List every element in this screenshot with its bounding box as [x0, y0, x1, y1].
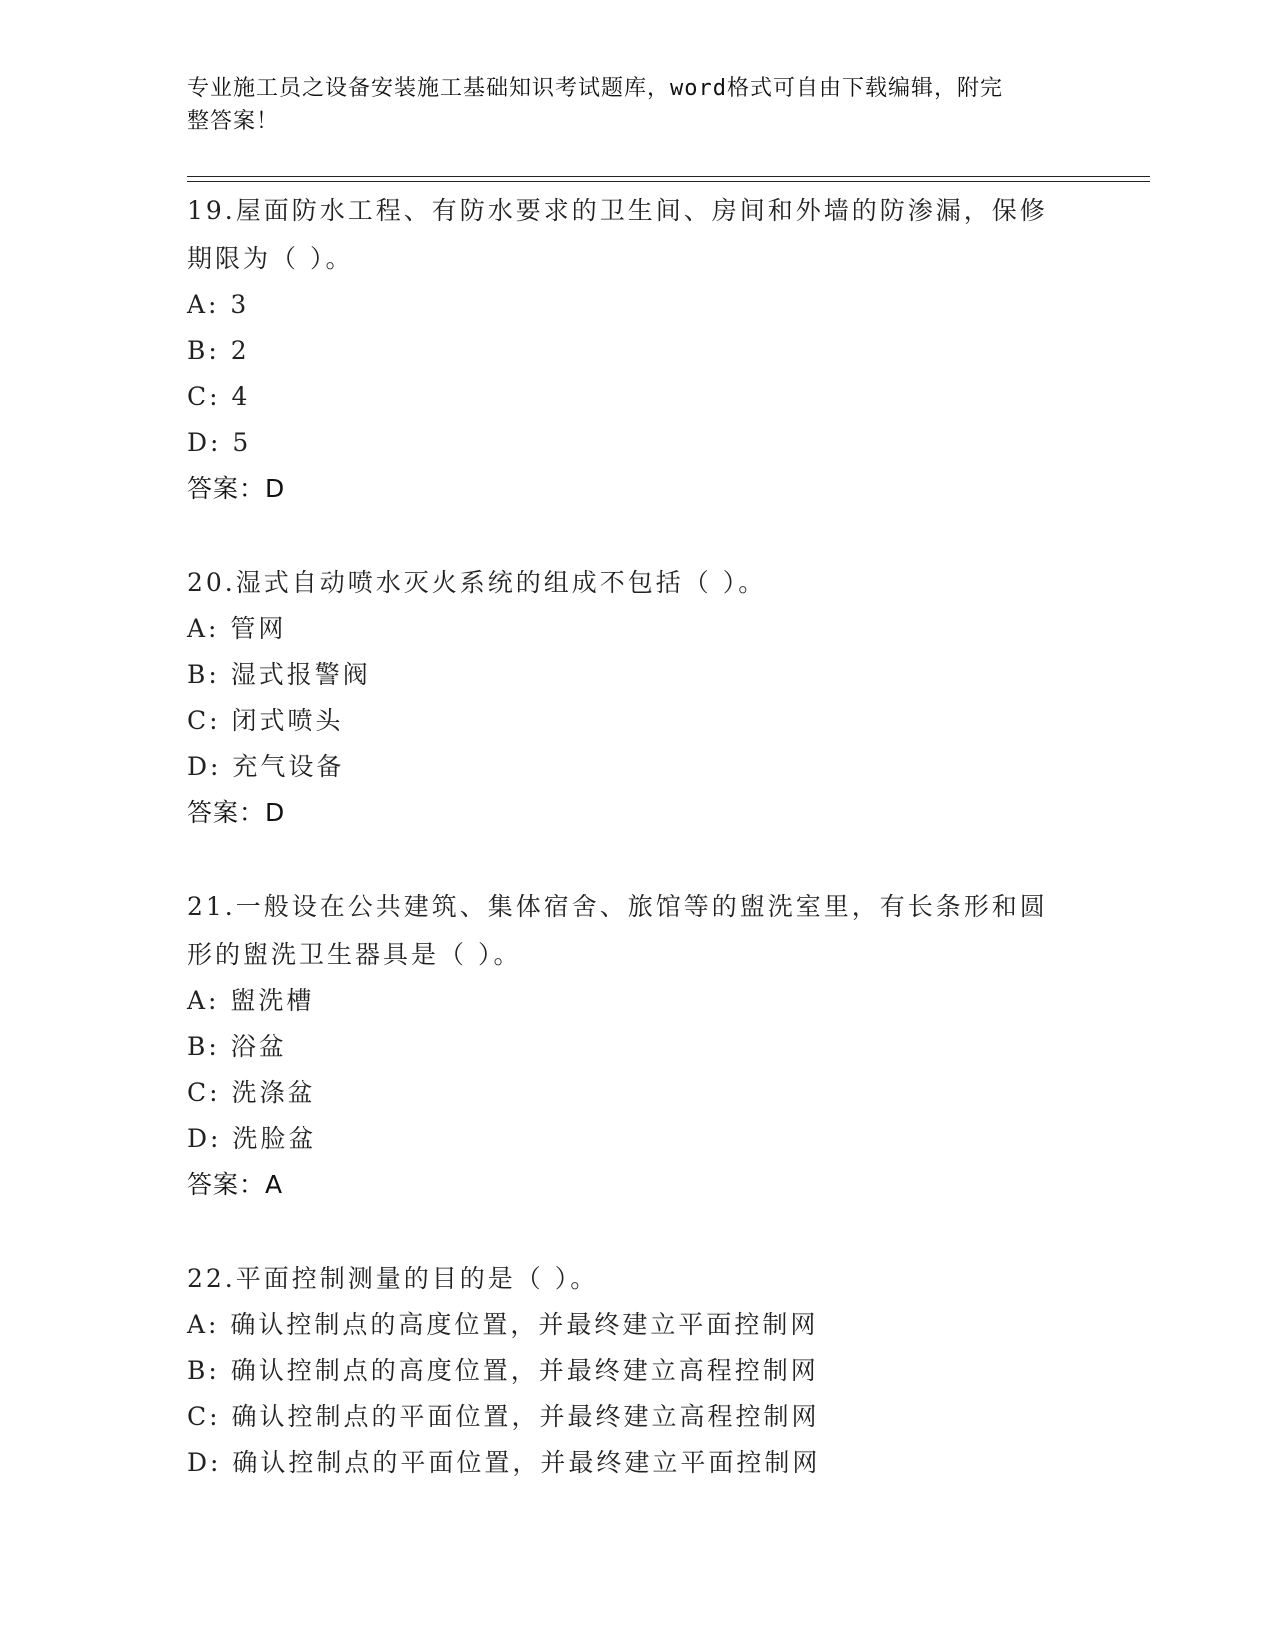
option-a: A: 确认控制点的高度位置，并最终建立平面控制网 [187, 1310, 819, 1339]
option-d: D: 洗脸盆 [187, 1124, 317, 1153]
question-19 [187, 186, 1087, 512]
question-list [187, 186, 1087, 1486]
header-line-2: 整答案！ [187, 109, 280, 134]
document-header [187, 72, 1067, 138]
option-b: B: 湿式报警阀 [187, 660, 371, 689]
option-d: D: 充气设备 [187, 752, 345, 781]
question-stem: 19.屋面防水工程、有防水要求的卫生间、房间和外墙的防渗漏，保修 [187, 196, 1048, 225]
option-c: C: 洗涤盆 [187, 1078, 316, 1107]
spacer [187, 512, 1087, 558]
question-22 [187, 1254, 1087, 1486]
answer: 答案：D [187, 474, 286, 503]
option-b: B: 确认控制点的高度位置，并最终建立高程控制网 [187, 1356, 819, 1385]
option-b: B: 2 [187, 336, 250, 365]
spacer [187, 1208, 1087, 1254]
option-d: D: 5 [187, 428, 252, 457]
answer: 答案：D [187, 798, 286, 827]
answer: 答案：A [187, 1170, 284, 1199]
option-b: B: 浴盆 [187, 1032, 287, 1061]
option-a: A: 盥洗槽 [187, 986, 315, 1015]
option-d: D: 确认控制点的平面位置，并最终建立平面控制网 [187, 1448, 821, 1477]
header-divider-top [187, 176, 1150, 177]
question-stem: 22.平面控制测量的目的是（ ）。 [187, 1264, 599, 1293]
question-20 [187, 558, 1087, 836]
option-a: A: 管网 [187, 614, 287, 643]
question-stem-continued: 期限为（ ）。 [187, 244, 354, 273]
option-a: A: 3 [187, 290, 250, 319]
question-stem-continued: 形的盥洗卫生器具是（ ）。 [187, 940, 522, 969]
option-c: C: 4 [187, 382, 251, 411]
spacer [187, 836, 1087, 882]
question-stem: 20.湿式自动喷水灭火系统的组成不包括（ ）。 [187, 568, 767, 597]
question-stem: 21.一般设在公共建筑、集体宿舍、旅馆等的盥洗室里，有长条形和圆 [187, 892, 1048, 921]
question-21 [187, 882, 1087, 1208]
header-divider-bottom [187, 181, 1150, 182]
header-line-1: 专业施工员之设备安装施工基础知识考试题库，word格式可自由下载编辑，附完 [187, 76, 1003, 101]
option-c: C: 确认控制点的平面位置，并最终建立高程控制网 [187, 1402, 820, 1431]
option-c: C: 闭式喷头 [187, 706, 344, 735]
